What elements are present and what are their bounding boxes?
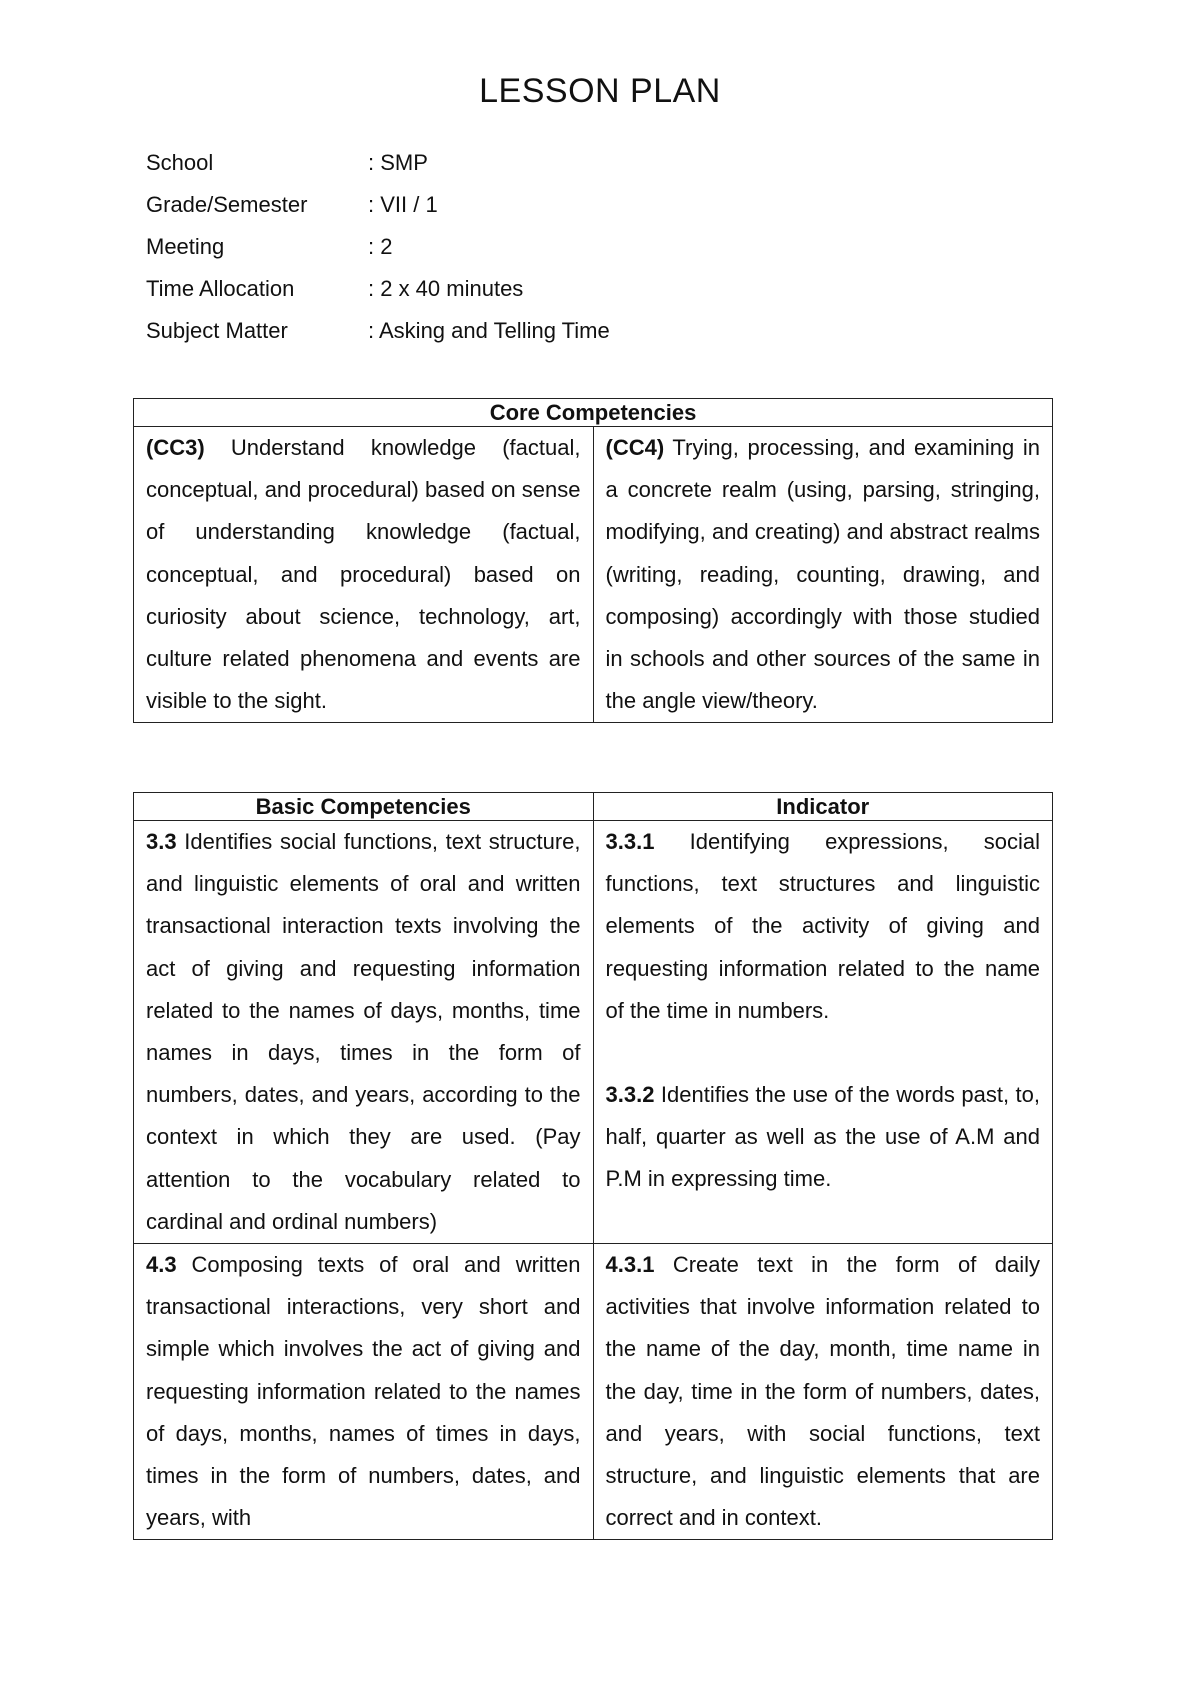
info-label: Meeting <box>146 234 225 259</box>
info-row-meeting <box>146 226 610 268</box>
info-label: Time Allocation <box>146 276 295 301</box>
cc3-paragraph <box>146 427 581 722</box>
indicator-3-3-cell <box>593 821 1053 1244</box>
cc3-cell <box>134 427 594 723</box>
bc-4-3-paragraph <box>146 1244 581 1539</box>
info-row-grade <box>146 184 610 226</box>
info-row-school <box>146 142 610 184</box>
indicator-4-3-1-paragraph <box>606 1244 1041 1539</box>
bc-4-3-cell <box>134 1244 594 1540</box>
info-value: : 2 <box>368 234 393 259</box>
cc4-paragraph <box>606 427 1041 722</box>
info-value: : 2 x 40 minutes <box>368 276 524 301</box>
cc4-code: (CC4) <box>605 435 665 460</box>
cc4-cell <box>593 427 1053 723</box>
bc-3-3-paragraph <box>146 821 581 1243</box>
cc3-code: (CC3) <box>146 435 205 460</box>
bc-3-3-cell <box>134 821 594 1244</box>
info-label: Subject Matter <box>146 318 288 343</box>
info-label: Grade/Semester <box>146 192 308 217</box>
indicator-4-3-1-text: Create text in the form of daily activities that involve information related to the name of the day, month, time name in the day, time in the form of numbers, dates, and years, with social functions, text structure, and linguistic elements that are correct and in context. <box>605 1252 1040 1531</box>
indicator-4-3-cell <box>593 1244 1053 1540</box>
indicator-3-3-1-code: 3.3.1 <box>605 829 655 854</box>
cc3-text: Understand knowledge (factual, conceptual, and procedural) based on sense of understanding knowledge (factual, conceptual, and procedural) based on curiosity about science, technology, art, culture related phenomena and events are visible to the sight. <box>146 435 581 714</box>
indicator-3-3-1-paragraph <box>606 821 1041 1032</box>
core-competencies-header: Core Competencies <box>134 399 1053 427</box>
info-row-subject-matter <box>146 310 610 352</box>
bc-3-3-code: 3.3 <box>146 829 177 854</box>
bc-4-3-text: Composing texts of oral and written transactional interactions, very short and simple which involves the act of giving and requesting information related to the names of days, months, names of times in days, times in the form of numbers, dates, and years, with <box>146 1252 581 1531</box>
bc-4-3-code: 4.3 <box>146 1252 177 1278</box>
info-value: : VII / 1 <box>368 192 438 217</box>
info-label: School <box>146 150 214 175</box>
document-title: LESSON PLAN <box>479 72 721 110</box>
info-value: : Asking and Telling Time <box>368 318 610 343</box>
indicator-4-3-1-code: 4.3.1 <box>605 1252 655 1278</box>
cc4-text: Trying, processing, and examining in a concrete realm (using, parsing, stringing, modifying, and creating) and abstract realms (writing, reading, counting, drawing, and composing) accordingly with those studied in schools and other sources of the same in the angle view/theory. <box>605 435 1040 714</box>
core-competencies-table <box>133 398 1053 723</box>
basic-competencies-table <box>133 792 1053 1540</box>
indicator-3-3-2-text: Identifies the use of the words past, to, half, quarter as well as the use of A.M and P.M in expressing time. <box>605 1082 1040 1192</box>
bc-3-3-text: Identifies social functions, text structure, and linguistic elements of oral and written transactional interaction texts involving the act of giving and requesting information related to the names of days, months, time names in days, times in the form of numbers, dates, and years, according to the context in which they are used. (Pay attention to the vocabulary related to cardinal and ordinal numbers) <box>146 829 581 1234</box>
indicator-3-3-1-text: Identifying expressions, social functions, text structures and linguistic elements of the activity of giving and requesting information related to the name of the time in numbers. <box>605 829 1040 1023</box>
paragraph-gap <box>606 1032 1041 1074</box>
indicator-3-3-2-paragraph <box>606 1074 1041 1201</box>
info-row-time-allocation <box>146 268 610 310</box>
lesson-info <box>146 142 610 352</box>
basic-competencies-header: Basic Competencies <box>134 793 594 821</box>
info-value: : SMP <box>368 150 428 175</box>
indicator-3-3-2-code: 3.3.2 <box>605 1082 655 1108</box>
indicator-header: Indicator <box>593 793 1053 821</box>
